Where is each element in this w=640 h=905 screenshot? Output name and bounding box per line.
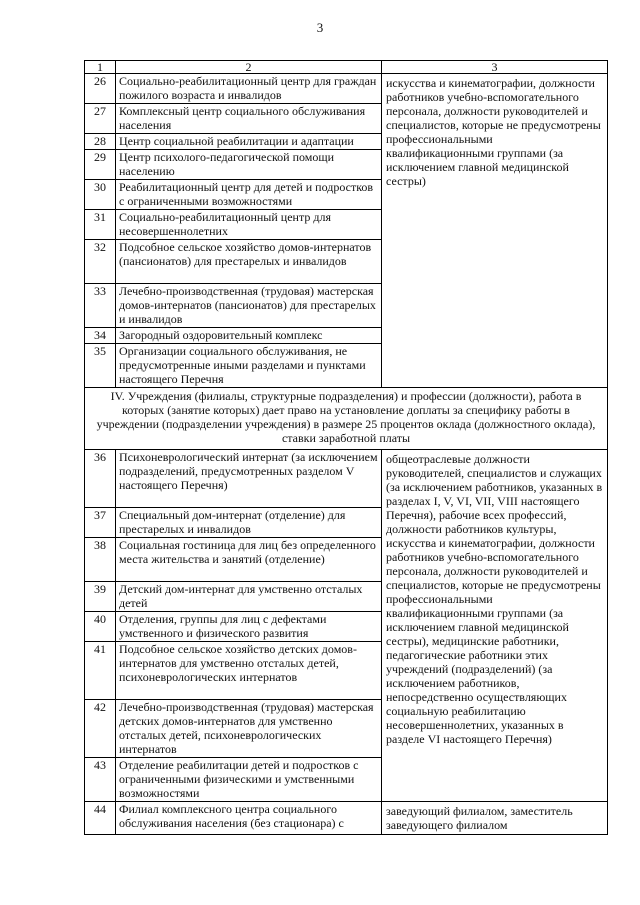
institution-name: Организации социального обслуживания, не предусмотренные иными разделами и пунктами настоящего Перечня [116,344,382,388]
table-row [85,74,608,104]
row-number: 31 [85,210,116,240]
positions-cell: заведующий филиалом, заместитель заведующего филиалом [382,802,608,835]
row-number: 43 [85,758,116,802]
institution-name: Подсобное сельское хозяйство домов-интернатов (пансионатов) для престарелых и инвалидов [116,240,382,284]
institution-name: Подсобное сельское хозяйство детских домов-интернатов для умственно отсталых детей, психоневрологических интернатов [116,642,382,700]
row-number: 41 [85,642,116,700]
column-header: 2 [116,61,382,74]
column-header: 1 [85,61,116,74]
row-number: 36 [85,450,116,508]
row-number: 28 [85,134,116,150]
row-number: 38 [85,538,116,582]
section-heading: IV. Учреждения (филиалы, структурные подразделения) и профессии (должности), работа в которых (занятие которых) дает право на установление доплаты за специфику работы в учреждении (подразделении учреждения) в размере 25 процентов оклада (должностного оклада), ставки заработной платы [85,388,608,450]
institution-name: Комплексный центр социального обслуживания населения [116,104,382,134]
row-number: 37 [85,508,116,538]
row-number: 30 [85,180,116,210]
institution-name: Лечебно-производственная (трудовая) мастерская домов-интернатов (пансионатов) для престарелых и инвалидов [116,284,382,328]
institution-name: Специальный дом-интернат (отделение) для престарелых и инвалидов [116,508,382,538]
table-row [85,450,608,508]
institution-name: Детский дом-интернат для умственно отсталых детей [116,582,382,612]
row-number: 33 [85,284,116,328]
institution-name: Отделение реабилитации детей и подростков с ограниченными физическими и умственными возможностями [116,758,382,802]
institution-name: Социально-реабилитационный центр для несовершеннолетних [116,210,382,240]
page-number: 3 [316,20,324,35]
institution-name: Реабилитационный центр для детей и подростков с ограниченными возможностями [116,180,382,210]
institution-name: Социальная гостиница для лиц без определенного места жительства и занятий (отделение) [116,538,382,582]
institution-name: Центр психолого-педагогической помощи населению [116,150,382,180]
row-number: 44 [85,802,116,835]
table-header-row [85,61,608,74]
row-number: 39 [85,582,116,612]
institution-name: Филиал комплексного центра социального обслуживания населения (без стационара) с [116,802,382,835]
institution-name: Центр социальной реабилитации и адаптации [116,134,382,150]
institutions-table [84,60,608,835]
table-row [85,802,608,835]
row-number: 40 [85,612,116,642]
row-number: 42 [85,700,116,758]
section-heading-row [85,388,608,450]
row-number: 32 [85,240,116,284]
institution-name: Социально-реабилитационный центр для граждан пожилого возраста и инвалидов [116,74,382,104]
institution-name: Психоневрологический интернат (за исключением подразделений, предусмотренных разделом V настоящего Перечня) [116,450,382,508]
institution-name: Отделения, группы для лиц с дефектами умственного и физического развития [116,612,382,642]
institution-name: Лечебно-производственная (трудовая) мастерская детских домов-интернатов для умственно отсталых детей, психоневрологических интернатов [116,700,382,758]
row-number: 27 [85,104,116,134]
positions-cell: искусства и кинематографии, должности работников учебно-вспомогательного персонала, должности руководителей и специалистов, которые не предусмотрены профессиональными квалификационными группами (за исключением главной медицинской сестры) [382,74,608,388]
row-number: 26 [85,74,116,104]
row-number: 34 [85,328,116,344]
column-header: 3 [382,61,608,74]
row-number: 35 [85,344,116,388]
row-number: 29 [85,150,116,180]
positions-cell: общеотраслевые должности руководителей, специалистов и служащих (за исключением работников, указанных в разделах I, V, VI, VII, VIII настоящего Перечня), рабочие всех профессий, должности работников культуры, искусства и кинематографии, должности работников учебно-вспомогательного персонала, должности руководителей и специалистов, которые не предусмотрены профессиональными квалификационными группами (за исключением главной медицинской сестры), медицинские работники, педагогические работники этих учреждений (подразделений) (за исключением работников, непосредственно осуществляющих социальную реабилитацию несовершеннолетних, указанных в разделе VI настоящего Перечня) [382,450,608,802]
institution-name: Загородный оздоровительный комплекс [116,328,382,344]
